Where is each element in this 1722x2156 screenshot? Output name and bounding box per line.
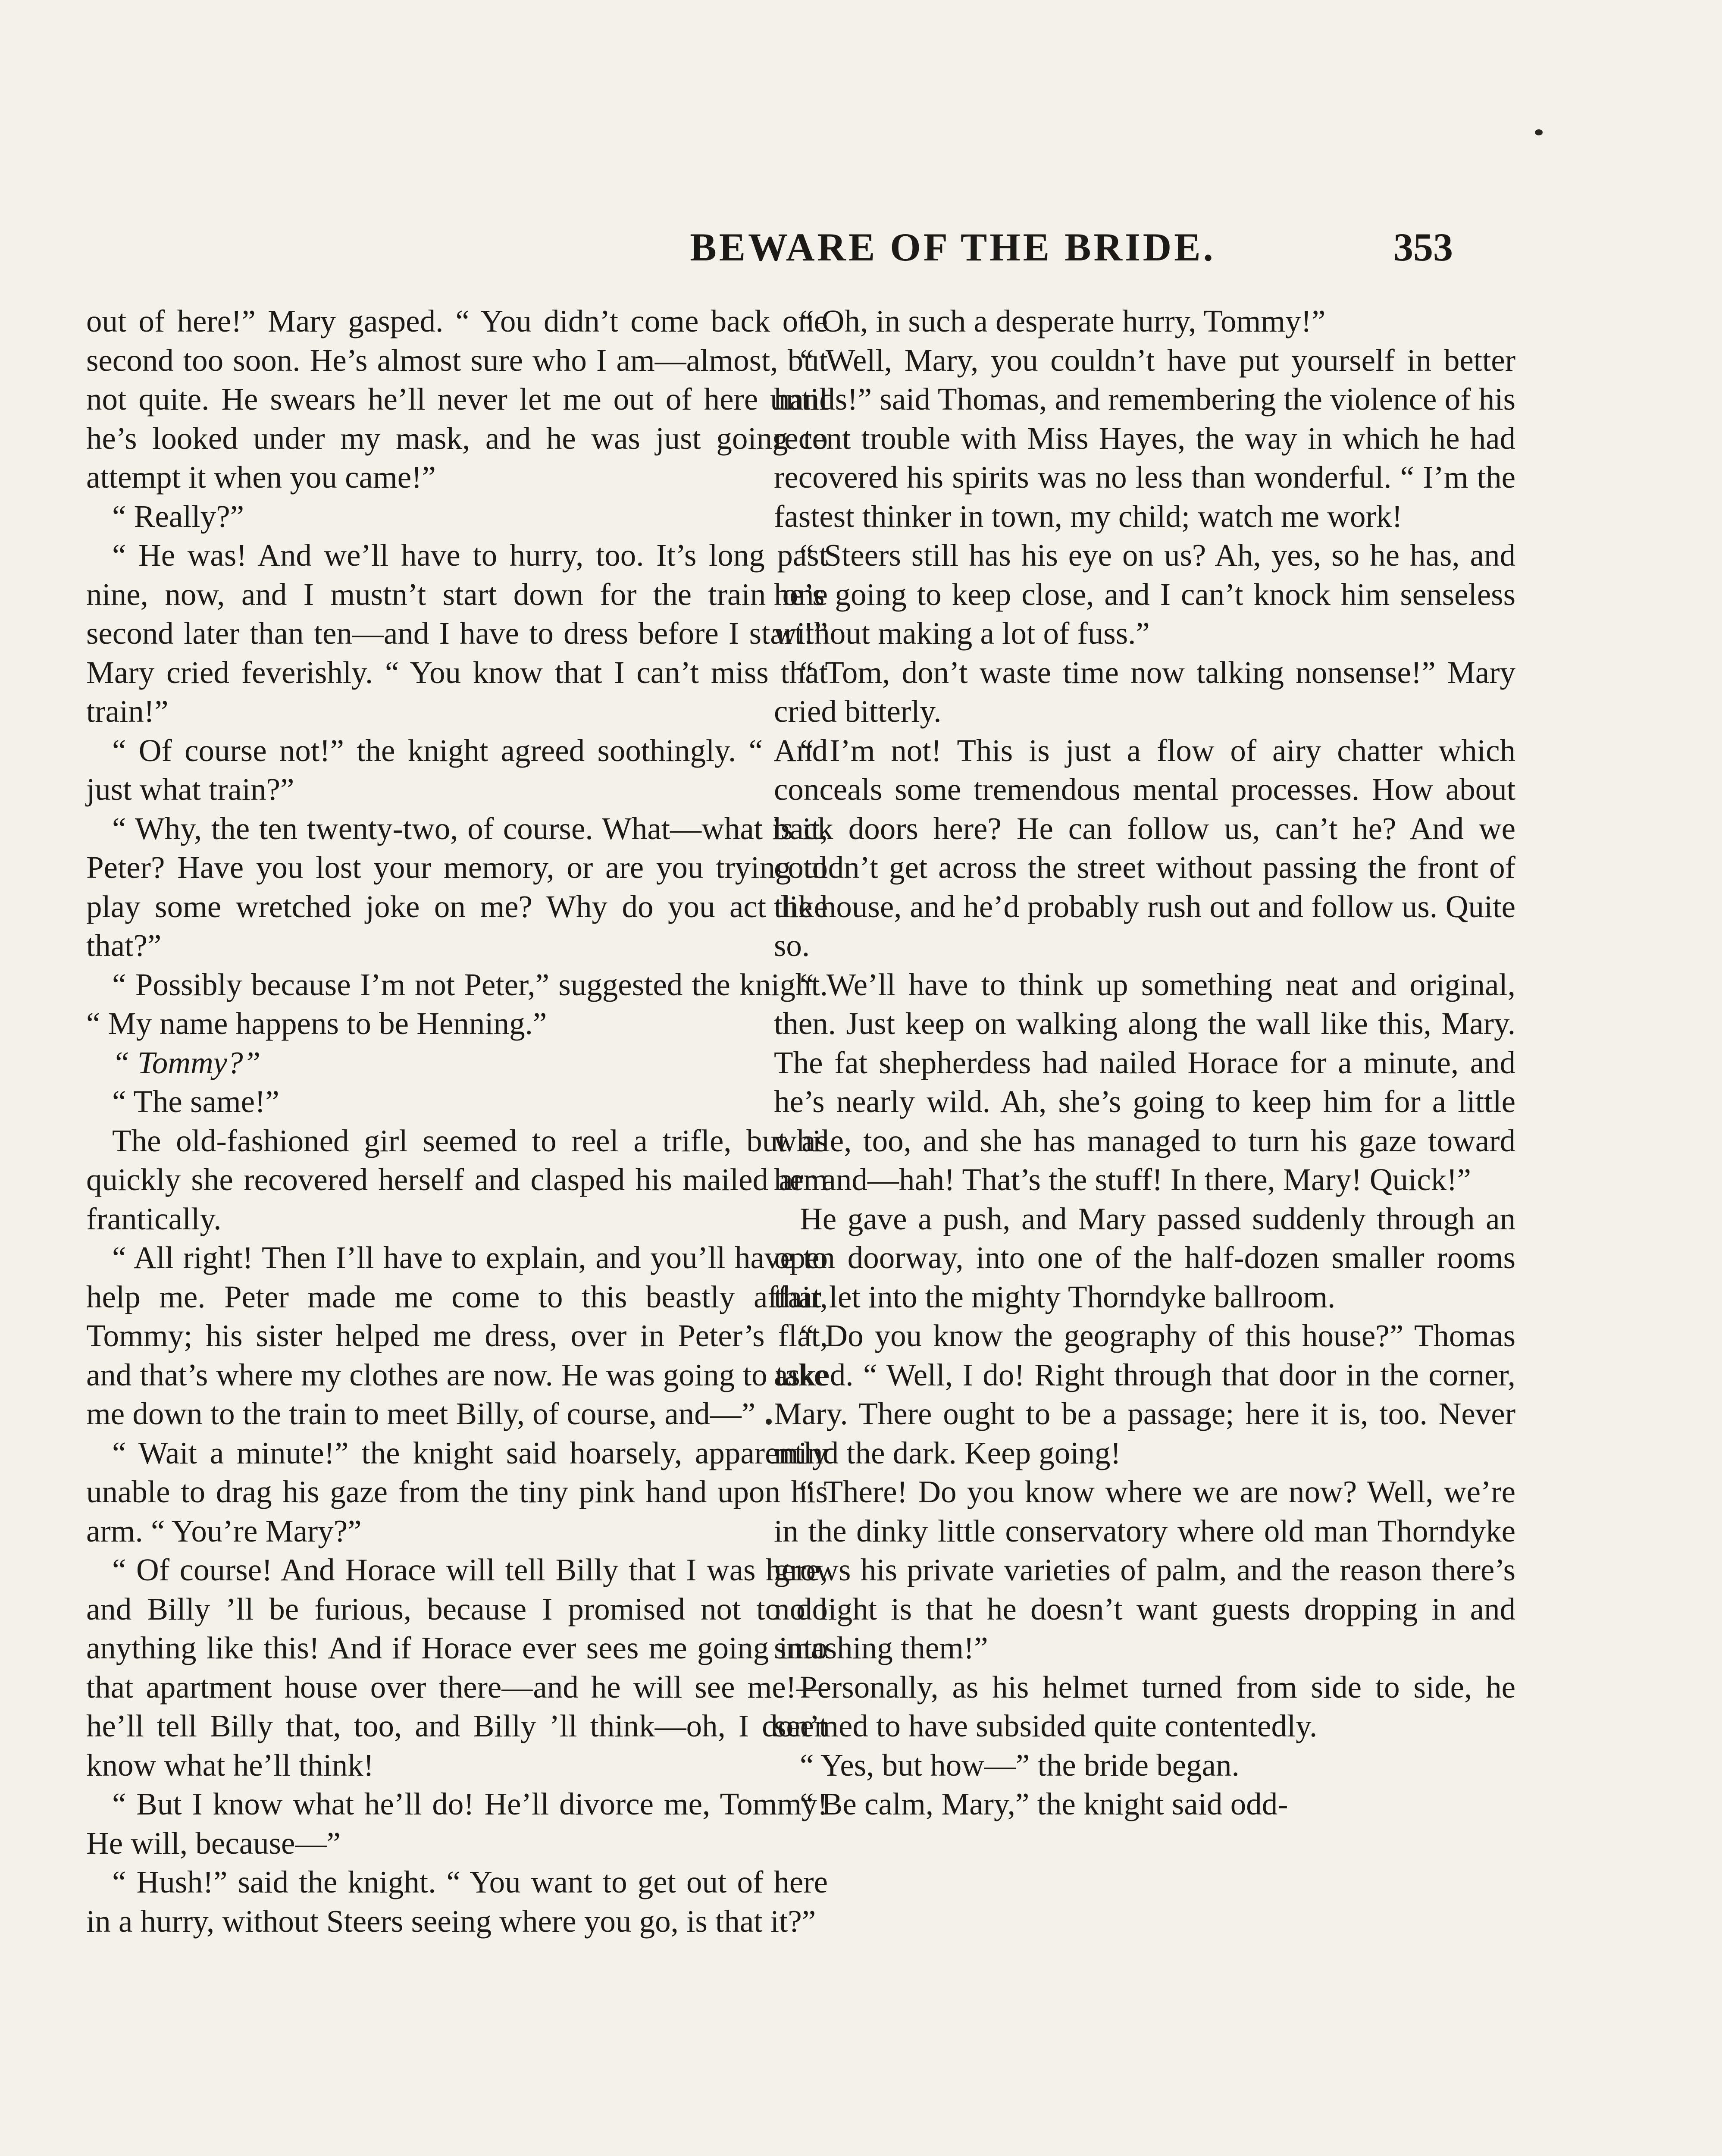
right-column — [774, 302, 1515, 1824]
paragraph: “ Wait a minute!” the knight said hoarsely, apparently unable to drag his gaze from the tiny pink hand upon his arm. “ You’re Mary?” — [86, 1435, 828, 1548]
paragraph: out of here!” Mary gasped. “ You didn’t come back one second too soon. He’s almost sure who I am—almost, but not quite. He swears he’ll never let me out of here until he’s looked under my mask, and he was just going to attempt it when you came!” — [86, 304, 828, 495]
paragraph: “ Do you know the geography of this house?” Thomas asked. “ Well, I do! Right through that door in the corner, Mary. There ought to be a passage; here it is, too. Never mind the dark. Keep going! — [774, 1318, 1515, 1470]
paragraph: “ Why, the ten twenty-two, of course. What—what is it, Peter? Have you lost your memory, or are you trying to play some wretched joke on me? Why do you act like that?” — [86, 811, 828, 963]
running-title: BEWARE OF THE BRIDE. — [690, 225, 1216, 269]
paragraph: The old-fashioned girl seemed to reel a trifle, but as quickly she recovered herself and clasped his mailed arm frantically. — [86, 1123, 828, 1236]
page-number: 353 — [1393, 225, 1453, 269]
paragraph: “ Of course! And Horace will tell Billy that I was here, and Billy ’ll be furious, because I promised not to do anything like this! And if Horace ever sees me going into that apartment house over there—and he will see me!—he’ll tell Billy that, too, and Billy ’ll think—oh, I don’t know what he’ll think! — [86, 1552, 828, 1783]
paragraph: Personally, as his helmet turned from side to side, he seemed to have subsided quite contentedly. — [774, 1669, 1515, 1743]
paragraph: “ Be calm, Mary,” the knight said odd- — [800, 1786, 1288, 1821]
paragraph: “ I’m not! This is just a flow of airy chatter which conceals some tremendous mental processes. How about back doors here? He can follow us, can’t he? And we couldn’t get across the street without passing the front of the house, and he’d probably rush out and follow us. Quite so. — [774, 733, 1515, 963]
paragraph: “ All right! Then I’ll have to explain, and you’ll have to help me. Peter made me come to this beastly affair, Tommy; his sister helped me dress, over in Peter’s flat, and that’s where my clothes are now. He was going to take me down to the train to meet Billy, of course, and—” — [86, 1240, 828, 1431]
paragraph: “ Tom, don’t waste time now talking nonsense!” Mary cried bitterly. — [774, 655, 1515, 729]
italic-line: “ Tommy?” — [112, 1045, 261, 1080]
print-speck — [766, 1419, 772, 1425]
paragraph: “ Yes, but how—” the bride began. — [800, 1747, 1240, 1783]
paragraph: “ Really?” — [112, 498, 244, 534]
paragraph: “ He was! And we’ll have to hurry, too. It’s long past nine, now, and I mustn’t start down for the train one second later than ten—and I have to dress before I start!” Mary cried feverishly. “ You know that I can’t miss that train!” — [86, 538, 828, 729]
paragraph: “ The same!” — [112, 1084, 279, 1119]
paragraph: “ Oh, in such a desperate hurry, Tommy!” — [800, 304, 1326, 338]
left-column — [86, 302, 828, 1941]
print-speck — [1535, 129, 1543, 135]
paragraph: “ But I know what he’ll do! He’ll divorce me, Tommy! He will, because—” — [86, 1786, 828, 1861]
paragraph: “ Possibly because I’m not Peter,” suggested the knight. “ My name happens to be Henning.” — [86, 967, 828, 1041]
paragraph — [86, 1044, 828, 1083]
paragraph: “ Steers still has his eye on us? Ah, yes, so he has, and he’s going to keep close, and I can’t knock him senseless without making a lot of fuss.” — [774, 538, 1515, 651]
paragraph: “ There! Do you know where we are now? Well, we’re in the dinky little conservatory where old man Thorndyke grows his private varieties of palm, and the reason there’s no light is that he doesn’t want guests dropping in and smashing them!” — [774, 1474, 1515, 1665]
paragraph: “ We’ll have to think up something neat and original, then. Just keep on walking along the wall like this, Mary. The fat shepherdess had nailed Horace for a minute, and he’s nearly wild. Ah, she’s going to keep him for a little while, too, and she has managed to turn his gaze toward her and—hah! That’s the stuff! In there, Mary! Quick!” — [774, 967, 1515, 1197]
paragraph: “ Well, Mary, you couldn’t have put yourself in better hands!” said Thomas, and remembering the violence of his recent trouble with Miss Hayes, the way in which he had recovered his spirits was no less than wonderful. “ I’m the fastest thinker in town, my child; watch me work! — [774, 342, 1515, 534]
paragraph: He gave a push, and Mary passed suddenly through an open doorway, into one of the half-dozen smaller rooms that let into the mighty Thorndyke ballroom. — [774, 1201, 1515, 1314]
paragraph: “ Hush!” said the knight. “ You want to get out of here in a hurry, without Steers seeing where you go, is that it?” — [86, 1865, 828, 1939]
paragraph: “ Of course not!” the knight agreed soothingly. “ And just what train?” — [86, 733, 828, 807]
